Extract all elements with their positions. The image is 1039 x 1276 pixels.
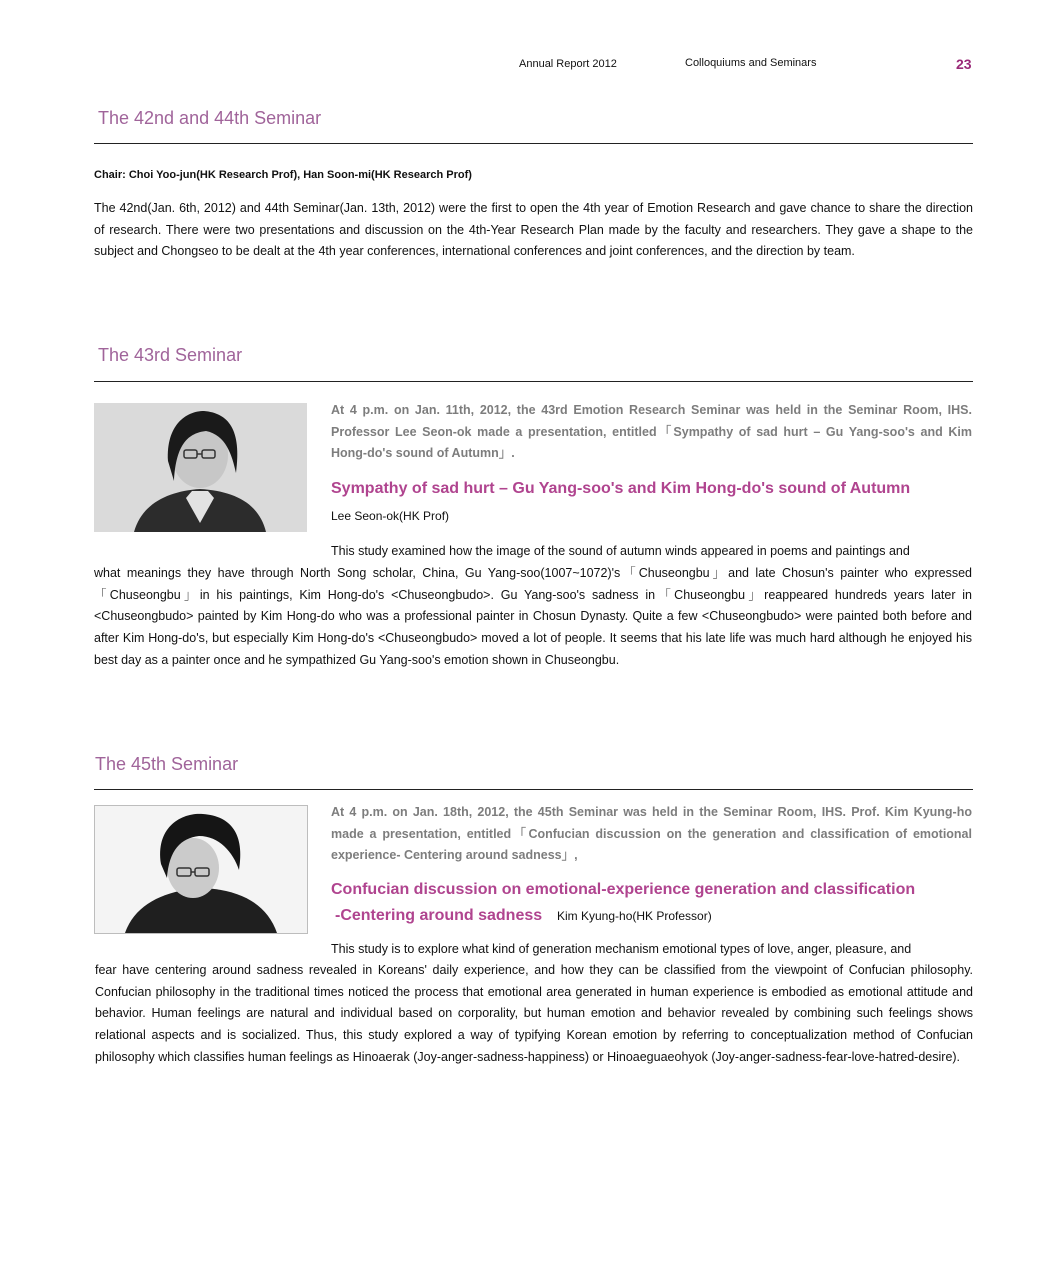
page-number: 23 [956,56,972,72]
section-title-45: The 45th Seminar [95,754,239,774]
presentation-title-line2: -Centering around sadness [335,907,543,924]
section-title-43: The 43rd Seminar [98,345,243,365]
abstract-body: what meanings they have through North Song scholar, China, Gu Yang-soo(1007~1072)'s「Chuseongbu」and late Chosun's painter who expressed「Chuseongbu」in his paintings, Kim Hong-do's <Chuseongbudo>. Gu Yang-soo's sadness in「Chuseongbu」reappeared hundreds years later in <Chuseongbudo> painted by Kim Hong-do who was a professional painter in Chosun Dynasty. Quite a few <Chuseongbudo> were painted both before and after Kim Hong-do's, but especially Kim Hong-do's <Chuseongbudo> moved a lot of people. It seems that his late life was much hard although he enjoyed his best day as a painter once and he sympathized Gu Yang-soo's emotion shown in Chuseongbu. [94,566,972,667]
section-divider [94,143,973,144]
chair-line: Chair: Choi Yoo-jun(HK Research Prof), Han Soon-mi(HK Research Prof) [94,169,472,181]
section-divider [94,789,973,790]
person-portrait-icon [95,806,307,933]
presentation-title-line1: Confucian discussion on emotional-experience generation and classification [331,881,916,898]
presenter-photo [94,403,307,532]
person-portrait-icon [94,403,307,532]
abstract-first-line: This study is to explore what kind of generation mechanism emotional types of love, anger, pleasure, and [331,942,912,956]
section-title-42-44: The 42nd and 44th Seminar [98,108,322,128]
presenter-name: Kim Kyung-ho(HK Professor) [557,909,712,923]
presenter-photo [94,805,308,934]
section-divider [94,381,973,382]
abstract-body: fear have centering around sadness revealed in Koreans' daily experience, and how they can be classified from the viewpoint of Confucian philosophy. Confucian philosophy in the traditional times noticed the process that emotional area generated in human experience is embodied as emotional attitude and behavior. Human feelings are natural and individual based on corporality, but human emotion and behavior revealed by combining such feelings shows relational aspects and is socialized. Thus, this study explored a way of typifying Korean emotion by referring to conceptualization method of Confucian philosophy which classifies human feelings as Hinoaerak (Joy-anger-sadness-happiness) or Hinoaeguaeohyok (Joy-anger-sadness-fear-love-hatred-desire). [95,963,973,1064]
presenter-name: Lee Seon-ok(HK Prof) [331,509,450,523]
section-name: Colloquiums and Seminars [685,57,817,69]
abstract-first-line: This study examined how the image of the sound of autumn winds appeared in poems and paintings and [331,544,910,558]
seminar-intro: At 4 p.m. on Jan. 11th, 2012, the 43rd Emotion Research Seminar was held in the Seminar Room, IHS. Professor Lee Seon-ok made a presentation, entitled「Sympathy of sad hurt – Gu Yang-soo's and Kim Hong-do's sound of Autumn」. [331,403,972,460]
section-body: The 42nd(Jan. 6th, 2012) and 44th Seminar(Jan. 13th, 2012) were the first to open the 4th year of Emotion Research and gave chance to share the direction of research. There were two presentations and discussion on the 4th-Year Research Plan made by the faculty and researchers. They gave a shape to the subject and Chongseo to be dealt at the 4th year conferences, international conferences and joint conferences, and the direction by team. [94,201,973,259]
presentation-title: Sympathy of sad hurt – Gu Yang-soo's and Kim Hong-do's sound of Autumn [331,480,911,497]
report-title: Annual Report 2012 [519,58,617,70]
seminar-intro: At 4 p.m. on Jan. 18th, 2012, the 45th Seminar was held in the Seminar Room, IHS. Prof. Kim Kyung-ho made a presentation, entitled「Confucian discussion on the generation and classification of emotional experience- Centering around sadness」, [331,805,972,862]
